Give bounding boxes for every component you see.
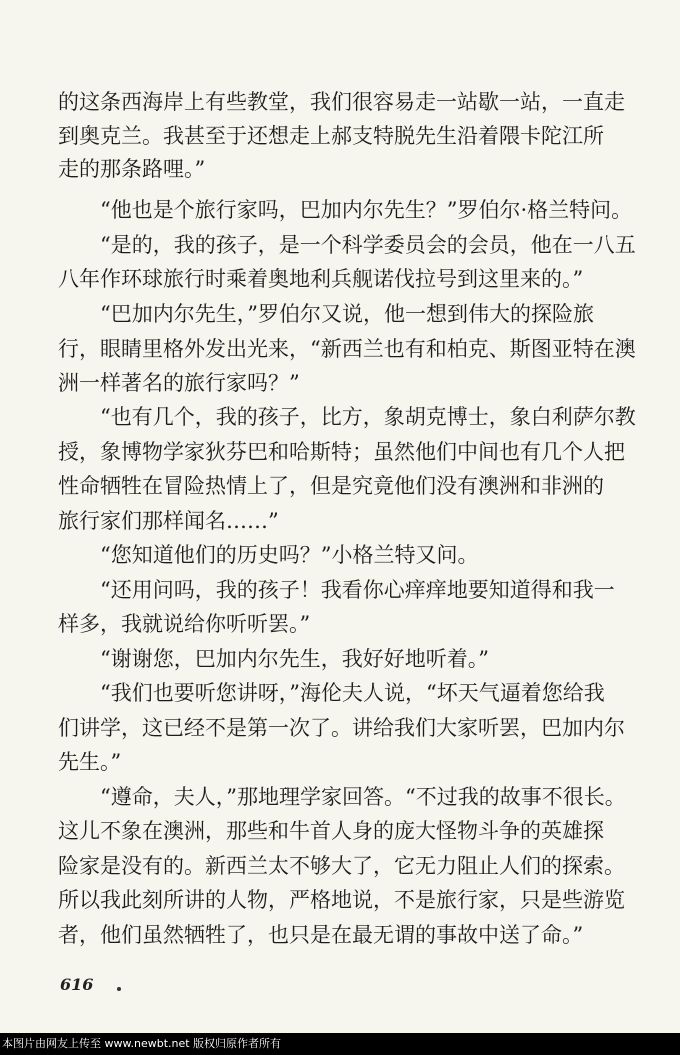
text-line: 样多，我就说给你听听罢。” <box>58 612 311 636</box>
text-line: “他也是个旅行家吗，巴加内尔先生？”罗伯尔·格兰特问。 <box>100 198 633 222</box>
text-line: “巴加内尔先生，”罗伯尔又说，他一想到伟大的探险旅 <box>100 302 594 326</box>
text-line: 的这条西海岸上有些教堂，我们很容易走一站歇一站，一直走 <box>58 90 625 114</box>
text-line: 行，眼睛里格外发出光来，“新西兰也有和柏克、斯图亚特在澳 <box>58 337 636 361</box>
text-line: 走的那条路哩。” <box>58 157 206 181</box>
text-line: 所以我此刻所讲的人物，严格地说，不是旅行家，只是些游览 <box>58 888 625 912</box>
text-line: 授，象博物学家狄芬巴和哈斯特；虽然他们中间也有几个人把 <box>58 440 625 464</box>
text-line: “也有几个，我的孩子，比方，象胡克博士，象白利萨尔教 <box>100 405 636 429</box>
text-line: 到奥克兰。我甚至于还想走上郝支特脱先生沿着隈卡陀江所 <box>58 124 604 148</box>
text-line: 这儿不象在澳洲，那些和牛首人身的庞大怪物斗争的英雄探 <box>58 819 604 843</box>
page-number: 616 <box>60 975 94 994</box>
text-line: 们讲学，这已经不是第一次了。讲给我们大家听罢，巴加内尔 <box>58 716 625 740</box>
text-line: “您知道他们的历史吗？”小格兰特又问。 <box>100 543 479 567</box>
text-line: 先生。” <box>58 750 122 774</box>
text-line: 者，他们虽然牺牲了，也只是在最无谓的事故中送了命。” <box>58 923 584 947</box>
text-line: “谢谢您，巴加内尔先生，我好好地听着。” <box>100 647 489 671</box>
text-line: 性命牺牲在冒险热情上了，但是究竟他们没有澳洲和非洲的 <box>58 474 604 498</box>
footer-notice: 本图片由网友上传至 www.newbt.net 版权归原作者所有 <box>0 1033 680 1055</box>
text-line: 险家是没有的。新西兰太不够大了，它无力阻止人们的探索。 <box>58 854 625 878</box>
text-line: “遵命，夫人，”那地理学家回答。“不过我的故事不很长。 <box>100 785 626 809</box>
text-line: “还用问吗，我的孩子！我看你心痒痒地要知道得和我一 <box>100 578 615 602</box>
text-line: 八年作环球旅行时乘着奥地利兵舰诺伐拉号到这里来的。” <box>58 267 584 291</box>
text-line: “我们也要听您讲呀，”海伦夫人说，“坏天气逼着您给我 <box>100 681 605 705</box>
text-line: 洲一样著名的旅行家吗？” <box>58 371 300 395</box>
text-line: “是的，我的孩子，是一个科学委员会的会员，他在一八五 <box>100 233 636 257</box>
text-line: 旅行家们那样闻名……” <box>58 509 279 533</box>
page-dot-mark <box>117 987 121 991</box>
